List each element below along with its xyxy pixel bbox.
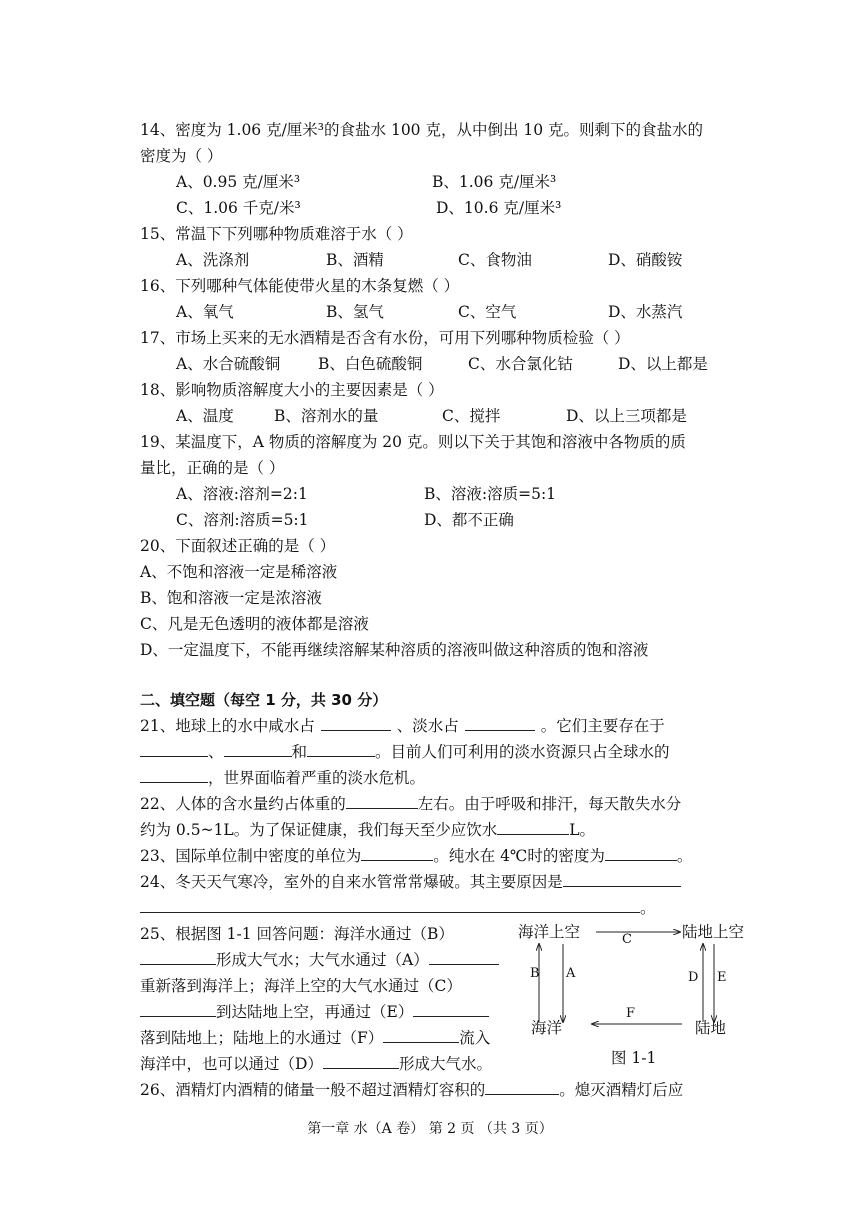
q25-line1: 25、根据图 1-1 回答问题：海洋水通过（B）	[140, 925, 454, 943]
q21-line1	[140, 716, 665, 736]
q25-blank-c[interactable]	[140, 1002, 216, 1017]
q25-line2	[140, 950, 499, 970]
q25-blank-e[interactable]	[413, 1002, 489, 1017]
q19-option-c: C、溶剂:溶质=5:1	[176, 511, 309, 529]
q17-option-b: B、白色硫酸铜	[318, 355, 423, 373]
label-b: B	[530, 966, 540, 981]
section-heading-fill-in: 二、填空题（每空 1 分，共 30 分）	[140, 691, 388, 709]
q17-stem: 17、市场上买来的无水酒精是否含有水份，可用下列哪种物质检验（ ）	[140, 329, 630, 347]
q21-text-2: 、淡水占	[396, 717, 459, 735]
q22-text-3: 约为 0.5~1L。为了保证健康，我们每天至少应饮水	[140, 821, 498, 839]
q21-line3	[140, 768, 425, 788]
q25-blank-f[interactable]	[383, 1028, 459, 1043]
node-land-sky: 陆地上空	[682, 923, 745, 941]
figure-caption: 图 1-1	[611, 1049, 657, 1067]
label-e: E	[717, 970, 727, 985]
q25-text-4a: 到达陆地上空，再通过（E）	[216, 1003, 414, 1021]
q21-text-1: 21、地球上的水中咸水占	[140, 717, 315, 735]
q22-text-2: 左右。由于呼吸和排汗，每天散失水分	[417, 795, 682, 813]
q17-option-c: C、水合氯化钴	[468, 355, 573, 373]
q25-text-6b: 形成大气水。	[398, 1055, 492, 1073]
q16-option-c: C、空气	[458, 303, 517, 321]
q24-text-1: 24、冬天天气寒冷，室外的自来水管常常爆破。其主要原因是	[140, 873, 563, 891]
q20-option-c: C、凡是无色透明的液体都是溶液	[140, 615, 369, 633]
q22-text-4: L。	[569, 821, 596, 839]
q21-blank-location3[interactable]	[307, 742, 375, 757]
q23-text-2: 。纯水在 4℃时的密度为	[433, 847, 605, 865]
q25-text-6a: 海洋中，也可以通过（D）	[140, 1055, 323, 1073]
q22-text-1: 22、人体的含水量约占体重的	[140, 795, 346, 813]
q21-line2	[140, 742, 670, 762]
q18-option-a: A、温度	[176, 407, 234, 425]
q20-option-a: A、不饱和溶液一定是稀溶液	[140, 563, 338, 581]
page-footer: 第一章 水（A 卷） 第 2 页 （共 3 页）	[307, 1121, 553, 1137]
q25-text-5a: 落到陆地上；陆地上的水通过（F）	[140, 1029, 384, 1047]
q20-option-b: B、饱和溶液一定是浓溶液	[140, 589, 322, 607]
q14-option-d: D、10.6 克/厘米³	[436, 199, 562, 217]
q17-option-d: D、以上都是	[618, 355, 708, 373]
q25-line3: 重新落到海洋上；海洋上空的大气水通过（C）	[140, 977, 462, 995]
q25-text-2a: 形成大气水；大气水通过（A）	[216, 951, 429, 969]
q19-option-b: B、溶液:溶质=5:1	[424, 485, 557, 503]
q22-line1	[140, 794, 681, 814]
label-d: D	[688, 970, 699, 985]
label-a: A	[566, 966, 576, 981]
node-sea-sky: 海洋上空	[518, 923, 581, 941]
q24-line2	[140, 898, 656, 918]
q21-text-5: 和	[291, 743, 308, 761]
q19-stem-line2: 量比，正确的是（ ）	[140, 459, 285, 477]
q23-line	[140, 846, 692, 866]
q21-blank-freshwater[interactable]	[465, 716, 535, 731]
node-land: 陆地	[695, 1019, 727, 1037]
q17-option-a: A、水合硫酸铜	[176, 355, 281, 373]
q19-option-a: A、溶液:溶剂=2:1	[176, 485, 308, 503]
q24-text-2: 。	[640, 899, 656, 917]
q26-text-2: 。熄灭酒精灯后应	[559, 1081, 684, 1099]
q22-blank-drink-amount[interactable]	[497, 820, 569, 835]
q16-option-a: A、氧气	[176, 303, 234, 321]
q14-option-a: A、0.95 克/厘米³	[176, 173, 301, 191]
q22-blank-body-water[interactable]	[346, 794, 418, 809]
q15-option-a: A、洗涤剂	[176, 251, 250, 269]
q15-stem: 15、常温下下列哪种物质难溶于水（ ）	[140, 225, 413, 243]
label-c: C	[622, 932, 632, 947]
q25-blank-a[interactable]	[429, 950, 499, 965]
label-f: F	[626, 1006, 636, 1021]
q23-blank-water-density[interactable]	[605, 846, 677, 861]
node-sea: 海洋	[531, 1019, 563, 1037]
q15-option-d: D、硝酸铵	[608, 251, 683, 269]
q25-line6	[140, 1054, 492, 1074]
q14-stem-line1: 14、密度为 1.06 克/厘米³的食盐水 100 克，从中倒出 10 克。则剩下的食盐水的	[140, 121, 704, 139]
q26-line	[140, 1080, 683, 1100]
q26-text-1: 26、酒精灯内酒精的储量一般不超过酒精灯容积的	[140, 1081, 486, 1099]
q18-option-d: D、以上三项都是	[566, 407, 687, 425]
q25-text-5b: 流入	[459, 1029, 491, 1047]
q19-option-d: D、都不正确	[424, 511, 514, 529]
q26-blank-capacity[interactable]	[485, 1080, 559, 1095]
q18-stem: 18、影响物质溶解度大小的主要因素是（ ）	[140, 381, 444, 399]
q22-line2	[140, 820, 595, 840]
q24-line1	[140, 872, 681, 892]
q19-stem-line1: 19、某温度下，A 物质的溶解度为 20 克。则以下关于其饱和溶液中各物质的质	[140, 433, 686, 451]
q18-option-c: C、搅拌	[442, 407, 501, 425]
q25-blank-b[interactable]	[140, 950, 216, 965]
q21-blank-location1[interactable]	[140, 742, 208, 757]
q21-blank-saltwater[interactable]	[321, 716, 391, 731]
q20-option-d: D、一定温度下，不能再继续溶解某种溶质的溶液叫做这种溶质的饱和溶液	[140, 641, 649, 659]
q21-blank-usable-ratio[interactable]	[140, 768, 208, 783]
q14-option-c: C、1.06 千克/米³	[176, 199, 301, 217]
q18-option-b: B、溶剂水的量	[274, 407, 379, 425]
q23-text-1: 23、国际单位制中密度的单位为	[140, 847, 362, 865]
q16-option-b: B、氢气	[326, 303, 384, 321]
q23-blank-density-unit[interactable]	[361, 846, 433, 861]
q25-line5	[140, 1028, 490, 1048]
q21-text-7: ，世界面临着严重的淡水危机。	[208, 769, 426, 787]
q24-blank-reason-part2[interactable]	[140, 898, 640, 913]
q23-text-3: 。	[676, 847, 693, 865]
q25-blank-d[interactable]	[323, 1054, 399, 1069]
q14-option-b: B、1.06 克/厘米³	[432, 173, 557, 191]
q21-text-4: 、	[208, 743, 224, 761]
q14-stem-line2: 密度为（ ）	[140, 147, 223, 165]
q21-text-6: 。目前人们可利用的淡水资源只占全球水的	[375, 743, 670, 761]
q24-blank-reason-part1[interactable]	[563, 872, 681, 887]
q16-stem: 16、下列哪种气体能使带火星的木条复燃（ ）	[140, 277, 460, 295]
q25-line4	[140, 1002, 489, 1022]
q15-option-c: C、食物油	[458, 251, 532, 269]
q16-option-d: D、水蒸汽	[608, 303, 683, 321]
q20-stem: 20、下面叙述正确的是（ ）	[140, 537, 336, 555]
q21-blank-location2[interactable]	[224, 742, 292, 757]
q15-option-b: B、酒精	[326, 251, 384, 269]
q21-text-3: 。它们主要存在于	[540, 717, 665, 735]
